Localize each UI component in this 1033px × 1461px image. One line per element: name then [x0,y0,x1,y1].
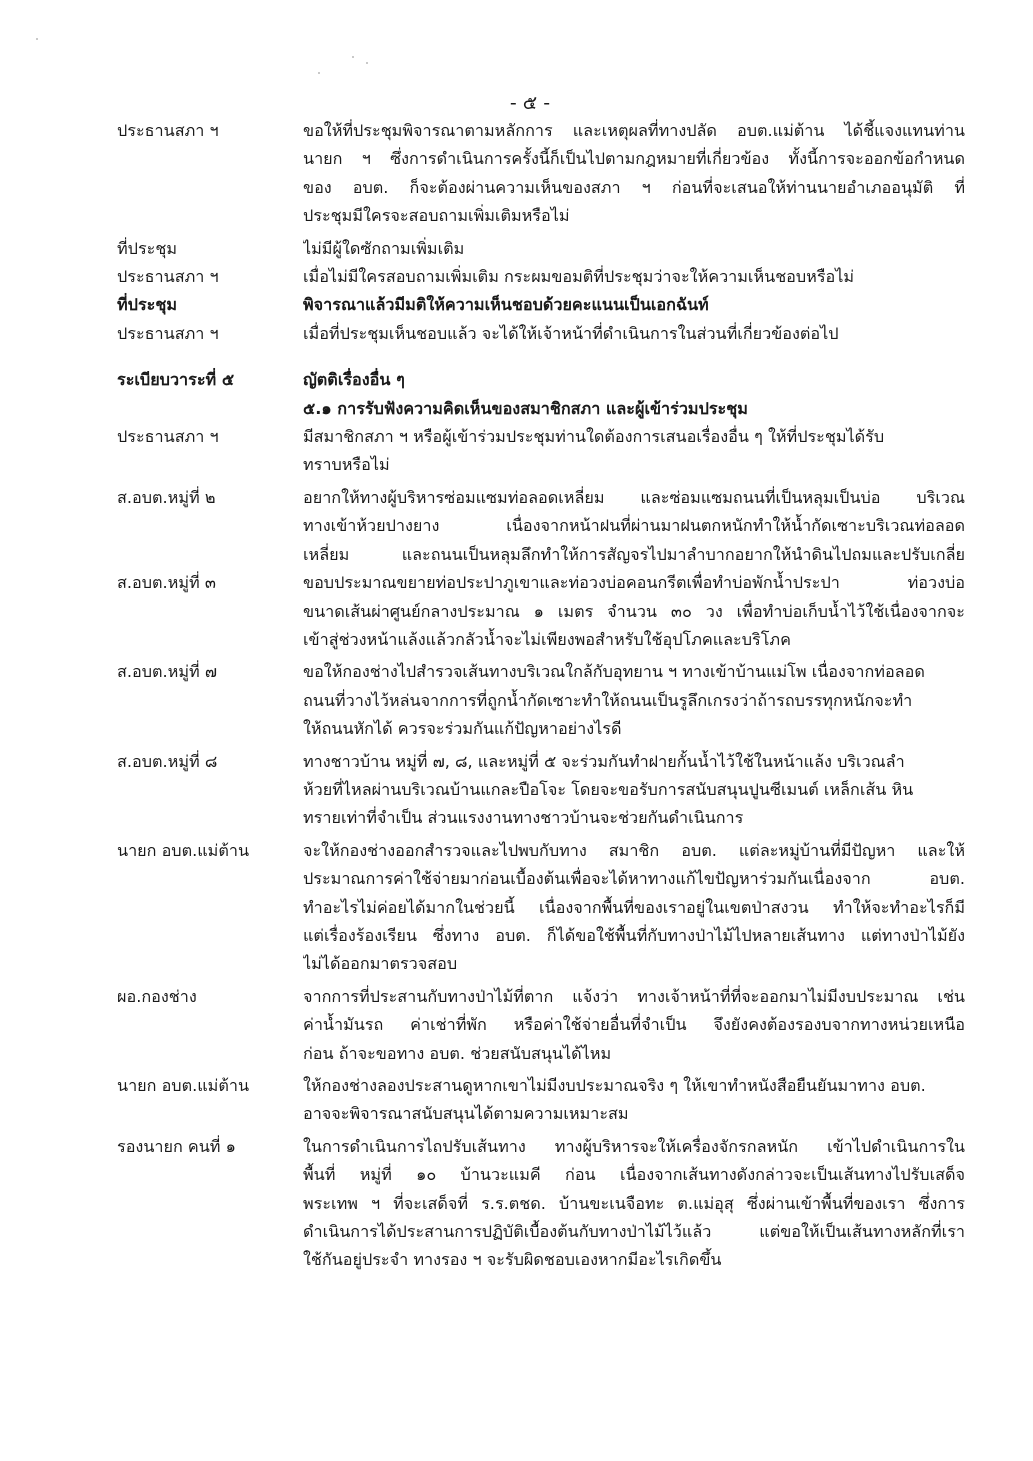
minutes-entry [117,263,965,291]
entry-text [303,320,965,348]
speaker-label: ประธานสภา ฯ [117,427,219,447]
text-line: เมื่อที่ประชุมเห็นชอบแล้ว จะได้ให้เจ้าหน้าที่ดำเนินการในส่วนที่เกี่ยวข้องต่อไป [303,323,839,343]
speaker-label: ผอ.กองช่าง [117,986,197,1006]
speaker-label: ที่ประชุม [117,238,177,258]
text-line: ทางเข้าห้วยปางยาง เนื่องจากหน้าฝนที่ผ่านมาฝนตกหนักทำให้น้ำกัดเซาะบริเวณท่อลอด [303,516,965,536]
minutes-entry [117,983,965,1068]
speaker-label: นายก อบต.แม่ต้าน [117,840,250,860]
scan-speck [36,38,38,40]
page-number: - ๕ - [509,92,551,114]
text-line: อาจจะพิจารณาสนับสนุนได้ตามความเหมาะสม [303,1104,629,1124]
text-line: จากการที่ประสานกับทางป่าไม้ที่ตาก แจ้งว่า ทางเจ้าหน้าที่ที่จะออกมาไม่มีงบประมาณ เช่น [303,986,965,1006]
text-line: นายก ฯ ซึ่งการดำเนินการครั้งนี้ก็เป็นไปตามกฎหมายที่เกี่ยวข้อง ทั้งนี้การจะออกข้อกำหนด [303,149,965,169]
minutes-entry [117,423,965,480]
entry-text [303,658,965,743]
speaker-label: ที่ประชุม [117,295,177,315]
entry-text [303,423,965,480]
speaker-label: ส.อบต.หมู่ที่ ๘ [117,751,218,771]
text-line: พิจารณาแล้วมีมติให้ความเห็นชอบด้วยคะแนนเป็นเอกฉันท์ [303,295,709,315]
entry-text [303,117,965,231]
text-line: ให้ถนนหักได้ ควรจะร่วมกันแก้ปัญหาอย่างไรดี [303,719,622,739]
text-line: จะให้กองช่างออกสำรวจและไปพบกับทาง สมาชิก อบต. แต่ละหมู่บ้านที่มีปัญหา และให้ [303,840,965,860]
agenda-label: ระเบียบวาระที่ ๕ [117,370,235,390]
entry-text [303,484,965,569]
text-line: ในการดำเนินการไถปรับเส้นทาง ทางผู้บริหารจะให้เครื่องจักรกลหนัก เข้าไปดำเนินการใน [303,1136,965,1156]
minutes-entry [117,291,965,319]
entry-text [303,263,965,291]
speaker-label: ส.อบต.หมู่ที่ ๒ [117,487,216,507]
speaker-label: ส.อบต.หมู่ที่ ๗ [117,662,218,682]
text-line: พระเทพ ฯ ที่จะเสด็จที่ ร.ร.ตชด. บ้านขะเนจือทะ ต.แม่อุสุ ซึ่งผ่านเข้าพื้นที่ของเรา ซึ่งการ [303,1193,965,1213]
text-line: ไม่ได้ออกมาตรวจสอบ [303,954,458,974]
text-line: ใช้กันอยู่ประจำ ทางรอง ฯ จะรับผิดชอบเองหากมีอะไรเกิดขึ้น [303,1250,722,1270]
agenda-text [303,366,965,423]
scan-speck [352,56,354,58]
text-line: ทรายเท่าที่จำเป็น ส่วนแรงงานทางชาวบ้านจะช่วยกันดำเนินการ [303,808,744,828]
minutes-entry [117,117,965,231]
minutes-entry [117,235,965,263]
text-line: ห้วยที่ไหลผ่านบริเวณบ้านแกละปือโจะ โดยจะขอรับการสนับสนุนปูนซีเมนต์ เหล็กเส้น หิน [303,779,914,799]
agenda-subtitle: ๕.๑ การรับฟังความคิดเห็นของสมาชิกสภา และผู้เข้าร่วมประชุม [303,398,748,418]
text-line: มีสมาชิกสภา ฯ หรือผู้เข้าร่วมประชุมท่านใดต้องการเสนอเรื่องอื่น ๆ ให้ที่ประชุมได้รับ [303,427,885,447]
minutes-entry [117,1072,965,1129]
text-line: ทำอะไรไม่ค่อยได้มากในช่วยนี้ เนื่องจากพื้นที่ของเราอยู่ในเขตป่าสงวน ทำให้จะทำอะไรก็มี [303,897,965,917]
speaker-label: ประธานสภา ฯ [117,323,219,343]
minutes-entry [117,320,965,348]
speaker-label: ประธานสภา ฯ [117,121,219,140]
minutes-entry [117,658,965,743]
text-line: แต่เรื่องร้องเรียน ซึ่งทาง อบต. ก็ได้ขอใช้พื้นที่กับทางป่าไม้ไปหลายเส้นทาง แต่ทางป่าไม้ยัง [303,925,965,945]
minutes-entry [117,837,965,979]
speaker-label: รองนายก คนที่ ๑ [117,1136,236,1156]
scan-speck [318,72,320,74]
scan-speck [366,62,368,64]
entry-text [303,569,965,654]
entry-text [303,1133,965,1275]
text-line: พื้นที่ หมู่ที่ ๑๐ บ้านวะแมคี ก่อน เนื่องจากเส้นทางดังกล่าวจะเป็นเส้นทางไปรับเสด็จ [303,1165,965,1185]
agenda-title: ญัตติเรื่องอื่น ๆ [303,370,405,390]
entry-text [303,748,965,833]
text-line: เมื่อไม่มีใครสอบถามเพิ่มเติม กระผมขอมติที่ประชุมว่าจะให้ความเห็นชอบหรือไม่ [303,267,855,287]
text-line: เหลี่ยม และถนนเป็นหลุมลึกทำให้การสัญจรไปมาลำบากอยากให้นำดินไปถมและปรับเกลี่ย [303,544,965,564]
text-line: ขอให้ที่ประชุมพิจารณาตามหลักการ และเหตุผลที่ทางปลัด อบต.แม่ต้าน ได้ชี้แจงแทนท่าน [303,121,965,140]
agenda-section [117,366,965,423]
minutes-entry [117,748,965,833]
text-line: อยากให้ทางผู้บริหารซ่อมแซมท่อลอดเหลี่ยม และซ่อมแซมถนนที่เป็นหลุมเป็นบ่อ บริเวณ [303,487,965,507]
text-line: ประมาณการค่าใช้จ่ายมาก่อนเบื้องต้นเพื่อจะได้หาทางแก้ไขปัญหาร่วมกันเนื่องจาก อบต. [303,869,965,889]
text-line: ไม่มีผู้ใดซักถามเพิ่มเติม [303,238,465,258]
entry-text [303,235,965,263]
text-line: ทางชาวบ้าน หมู่ที่ ๗, ๘, และหมู่ที่ ๕ จะร่วมกันทำฝายกั้นน้ำไว้ใช้ในหน้าแล้ง บริเวณลำ [303,751,905,771]
text-line: ถนนที่วางไว้หล่นจากการที่ถูกน้ำกัดเซาะทำให้ถนนเป็นรูลึกเกรงว่าถ้ารถบรรทุกหนักจะทำ [303,690,913,710]
text-line: ขอให้กองช่างไปสำรวจเส้นทางบริเวณใกล้กับอุทยาน ฯ ทางเข้าบ้านแม่โพ เนื่องจากท่อลอด [303,662,925,682]
text-line: ค่าน้ำมันรถ ค่าเช่าที่พัก หรือค่าใช้จ่ายอื่นที่จำเป็น จึงยังคงต้องรองบจากทางหน่วยเหนือ [303,1015,965,1035]
speaker-label: นายก อบต.แม่ต้าน [117,1076,250,1095]
entry-text [303,1072,965,1129]
text-line: ขอบประมาณขยายท่อประปาภูเขาและท่อวงบ่อคอนกรีตเพื่อทำบ่อพักน้ำประปา ท่อวงบ่อ [303,573,965,593]
resolution-text [303,291,965,319]
text-line: ให้กองช่างลองประสานดูหากเขาไม่มีงบประมาณจริง ๆ ให้เขาทำหนังสือยืนยันมาทาง อบต. [303,1076,926,1095]
text-line: ก่อน ถ้าจะขอทาง อบต. ช่วยสนับสนุนได้ไหม [303,1043,612,1063]
text-line: ดำเนินการได้ประสานการปฏิบัติเบื้องต้นกับทางป่าไม้ไว้แล้ว แต่ขอให้เป็นเส้นทางหลักที่เรา [303,1222,965,1242]
text-line: ทราบหรือไม่ [303,455,390,475]
text-line: ของ อบต. ก็จะต้องผ่านความเห็นของสภา ฯ ก่อนที่จะเสนอให้ท่านนายอำเภออนุมัติ ที่ [303,177,965,197]
minutes-entry [117,569,965,654]
entry-text [303,837,965,979]
entry-text [303,983,965,1068]
speaker-label: ประธานสภา ฯ [117,267,219,287]
minutes-body [117,117,965,1275]
speaker-label: ส.อบต.หมู่ที่ ๓ [117,573,216,593]
text-line: เข้าสู่ช่วงหน้าแล้งแล้วกลัวน้ำจะไม่เพียงพอสำหรับใช้อุปโภคและบริโภค [303,629,791,649]
minutes-entry [117,484,965,569]
text-line: ประชุมมีใครจะสอบถามเพิ่มเติมหรือไม่ [303,206,570,226]
text-line: ขนาดเส้นผ่าศูนย์กลางประมาณ ๑ เมตร จำนวน ๓๐ วง เพื่อทำบ่อเก็บน้ำไว้ใช้เนื่องจากจะ [303,601,965,621]
minutes-entry [117,1133,965,1275]
